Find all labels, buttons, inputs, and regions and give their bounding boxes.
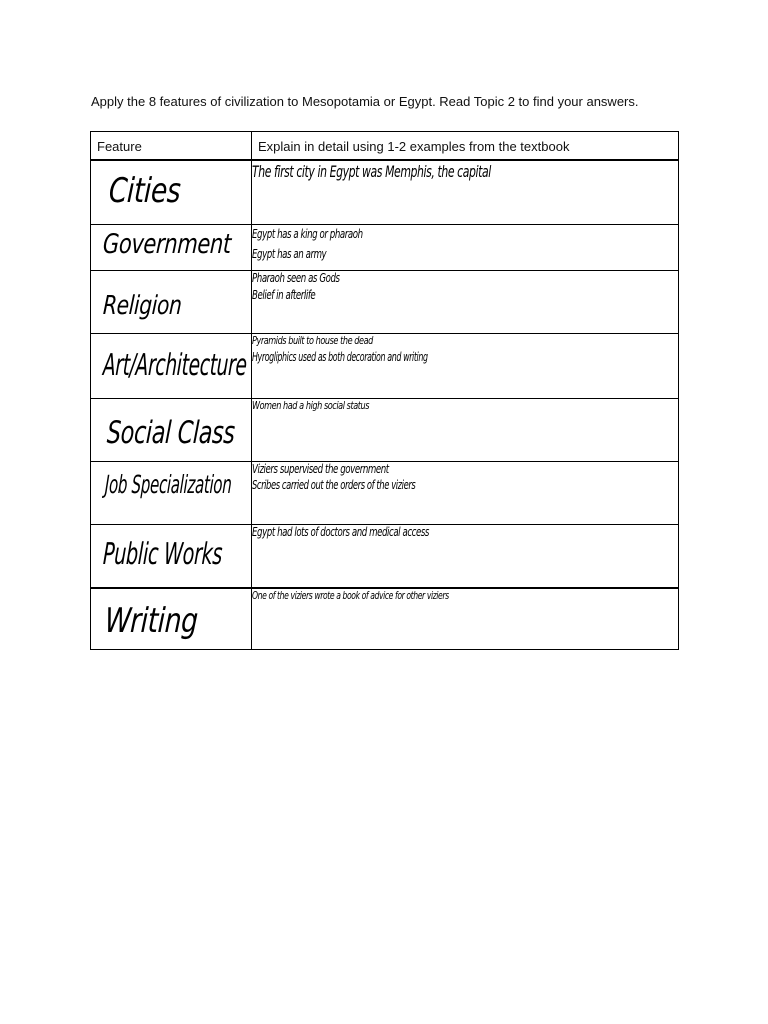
answer-cell-job-specialization[interactable] [252, 462, 679, 525]
features-table [90, 131, 679, 650]
answer-cell-art-architecture[interactable] [252, 334, 679, 399]
feature-cell-writing [91, 588, 252, 650]
feature-cell-government [91, 225, 252, 271]
feature-cell-art-architecture [91, 334, 252, 399]
instructions-text: Apply the 8 features of civilization to Mesopotamia or Egypt. Read Topic 2 to find your answers. [91, 94, 639, 109]
feature-label: Social Class [106, 415, 236, 451]
header-explain: Explain in detail using 1-2 examples from the textbook [252, 132, 679, 160]
feature-label: Government [102, 229, 232, 260]
table-header-row [91, 132, 679, 160]
answer-cell-social-class[interactable] [252, 399, 679, 462]
answer-line: Pharaoh seen as Gods [252, 271, 340, 285]
table-row [91, 334, 679, 399]
answer-line: Hyrogliphics used as both decoration and writing [252, 350, 428, 364]
answer-line: Viziers supervised the government [252, 462, 389, 476]
answer-cell-public-works[interactable] [252, 525, 679, 588]
answer-line: Pyramids built to house the dead [252, 334, 373, 347]
feature-label: Public Works [102, 537, 223, 572]
feature-label: Cities [107, 170, 182, 211]
answer-cell-cities[interactable] [252, 160, 679, 225]
feature-cell-cities [91, 160, 252, 225]
answer-line: Scribes carried out the orders of the viziers [252, 478, 416, 492]
feature-cell-social-class [91, 399, 252, 462]
answer-line: One of the viziers wrote a book of advice for other viziers [252, 588, 449, 602]
feature-label: Religion [102, 291, 183, 321]
feature-cell-religion [91, 271, 252, 334]
table-row [91, 525, 679, 588]
table-row [91, 399, 679, 462]
table-row [91, 160, 679, 225]
answer-line: The first city in Egypt was Memphis, the capital [252, 161, 491, 181]
answer-line: Egypt has a king or pharaoh [252, 227, 363, 241]
table-row [91, 588, 679, 650]
header-feature: Feature [91, 132, 252, 160]
answer-line: Belief in afterlife [252, 288, 316, 302]
feature-label: Art/Architecture [102, 348, 248, 383]
answer-cell-government[interactable] [252, 225, 679, 271]
feature-cell-job-specialization [91, 462, 252, 525]
answer-line: Women had a high social status [252, 399, 370, 412]
answer-line: Egypt has an army [252, 247, 327, 261]
table-row [91, 462, 679, 525]
answer-line: Egypt had lots of doctors and medical access [252, 525, 429, 539]
feature-label: Job Specialization [104, 470, 233, 499]
answer-cell-religion[interactable] [252, 271, 679, 334]
table-row [91, 271, 679, 334]
feature-cell-public-works [91, 525, 252, 588]
table-row [91, 225, 679, 271]
feature-label: Writing [103, 600, 199, 641]
answer-cell-writing[interactable] [252, 588, 679, 650]
